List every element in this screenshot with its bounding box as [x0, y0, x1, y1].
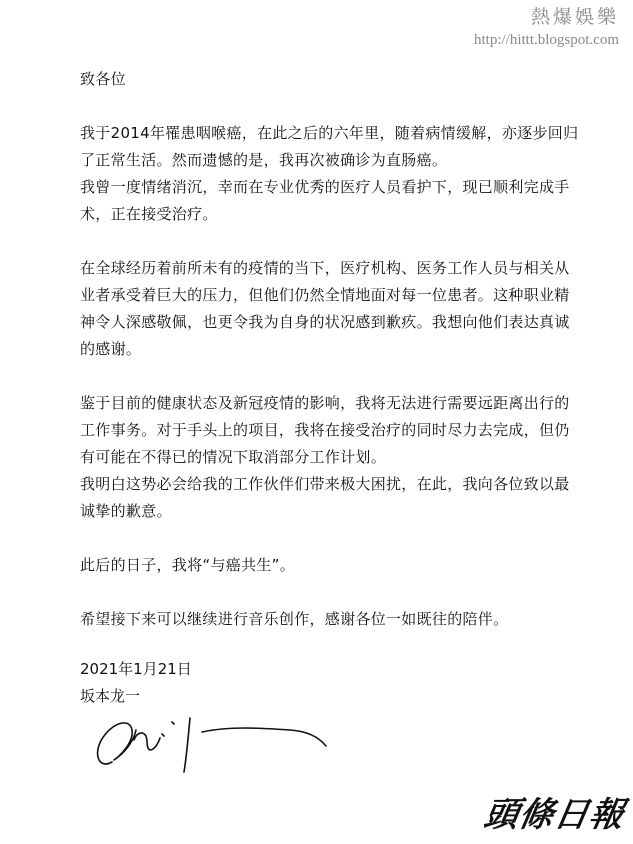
letter-line: 我明白这势必会给我的工作伙伴们带来极大困扰，在此，我向各位致以最 — [80, 475, 570, 493]
watermark-url: http://hittt.blogspot.com — [473, 32, 619, 48]
letter-line: 希望接下来可以继续进行音乐创作，感谢各位一如既往的陪伴。 — [80, 610, 509, 628]
signer-name: 坂本龙一 — [80, 687, 141, 705]
letter-line: 诚挚的歉意。 — [80, 502, 172, 520]
letter-line: 我曾一度情绪消沉，幸而在专业优秀的医疗人员看护下，现已顺利完成手 — [80, 178, 570, 196]
letter-line: 有可能在不得已的情况下取消部分工作计划。 — [80, 448, 387, 466]
letter-line: 的感谢。 — [80, 340, 142, 358]
salutation: 致各位 — [80, 70, 126, 88]
letter-line: 此后的日子，我将“与癌共生”。 — [80, 556, 296, 574]
publisher-logo: 頭條日報 — [480, 795, 628, 835]
letter-line: 我于2014年罹患咽喉癌，在此之后的六年里，随着病情缓解，亦逐步回归 — [80, 124, 579, 142]
letter-line: 神令人深感敬佩，也更令我为自身的状况感到歉疚。我想向他们表达真诚 — [80, 313, 570, 331]
letter-line: 工作事务。对于手头上的项目，我将在接受治疗的同时尽力去完成，但仍 — [80, 421, 570, 439]
letter-line: 术，正在接受治疗。 — [80, 205, 218, 223]
letter-line: 了正常生活。然而遗憾的是，我再次被确诊为直肠癌。 — [80, 151, 448, 169]
letter-body — [80, 66, 580, 633]
watermark-site-name: 熱爆娛樂 — [530, 6, 619, 28]
watermark — [474, 4, 619, 50]
letter-line: 在全球经历着前所未有的疫情的当下，医疗机构、医务工作人员与相关从 — [80, 259, 570, 277]
letter-line: 业者承受着巨大的压力，但他们仍然全情地面对每一位患者。这种职业精 — [80, 286, 570, 304]
letter-date: 2021年1月21日 — [80, 660, 192, 678]
handwritten-signature — [90, 700, 350, 780]
letter-line: 鉴于目前的健康状态及新冠疫情的影响，我将无法进行需要远距离出行的 — [80, 394, 570, 412]
